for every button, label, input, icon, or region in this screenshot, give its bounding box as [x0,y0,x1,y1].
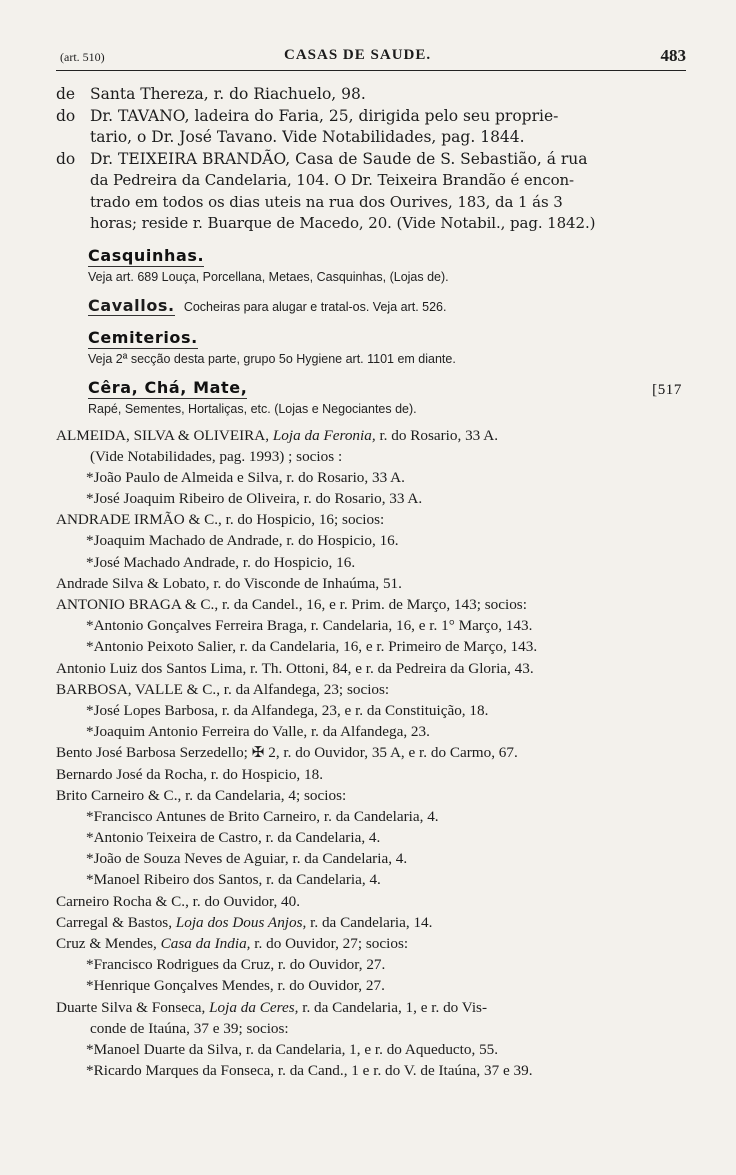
section-note-cavallos: Cocheiras para alugar e tratal-os. Veja art. 526. [183,299,447,314]
merchant-entry: Duarte Silva & Fonseca, Loja da Ceres, r. da Candelaria, 1, e r. do Vis- [56,998,488,1016]
intro-line: do Dr. TAVANO, ladeira do Faria, 25, dirigida pelo seu proprie- [56,106,559,125]
partner-line: *Antonio Teixeira de Castro, r. da Candelaria, 4. [86,829,381,847]
partner-line: *Francisco Antunes de Brito Carneiro, r. da Candelaria, 4. [86,807,439,825]
intro-line: da Pedreira da Candelaria, 104. O Dr. Teixeira Brandão é encon- [90,171,575,189]
intro-line: horas; reside r. Buarque de Macedo, 20. (Vide Notabil., pag. 1842.) [90,214,596,232]
intro-line: de Santa Thereza, r. do Riachuelo, 98. [56,85,366,103]
section-heading-cavallos: Cavallos. Cocheiras para alugar e tratal-os. Veja art. 526. [88,295,447,315]
merchant-entry: Bernardo José da Rocha, r. do Hospicio, 18. [56,765,323,783]
partner-line: *Manoel Ribeiro dos Santos, r. da Candelaria, 4. [86,871,381,889]
partner-line: *Ricardo Marques da Fonseca, r. da Cand., 1 e r. do V. de Itaúna, 37 e 39. [86,1062,533,1080]
shop-name: Loja da Feronia, [272,426,376,444]
page-number: 483 [660,46,686,65]
partner-line: *José Lopes Barbosa, r. da Alfandega, 23, e r. da Constituição, 18. [86,701,489,719]
section-heading-cemiterios: Cemiterios. [88,327,198,347]
shop-name: Loja dos Dous Anjos, [175,913,307,931]
partner-line: *Francisco Rodrigues da Cruz, r. do Ouvidor, 27. [86,956,386,974]
page-body [56,84,686,1081]
partner-line: *Joaquim Antonio Ferreira do Valle, r. da Alfandega, 23. [86,723,430,741]
merchant-entry: Bento José Barbosa Serzedello; ✠ 2, r. do Ouvidor, 35 A, e r. do Carmo, 67. [56,744,518,762]
page-header [56,44,686,71]
intro-line: trado em todos os dias uteis na rua dos Ourives, 183, da 1 ás 3 [90,192,563,211]
intro-line: tario, o Dr. José Tavano. Vide Notabilidades, pag. 1844. [90,128,525,146]
section-note-cemiterios: Veja 2ª secção desta parte, grupo 5o Hygiene art. 1101 em diante. [88,351,456,366]
section-heading-cera: Cêra, Chá, Mate, [517 [56,377,686,399]
partner-line: *Antonio Peixoto Salier, r. da Candelaria, 16, e r. Primeiro de Março, 143. [86,638,538,656]
partner-line: *Antonio Gonçalves Ferreira Braga, r. Candelaria, 16, e r. 1° Março, 143. [86,617,533,635]
entry-continuation: conde de Itaúna, 37 e 39; socios: [90,1019,289,1037]
shop-name: Casa da India, [160,935,251,952]
merchant-entry: ALMEIDA, SILVA & OLIVEIRA, Loja da Feronia, r. do Rosario, 33 A. [56,426,499,444]
intro-line: do Dr. TEIXEIRA BRANDÃO, Casa de Saude de S. Sebastião, á rua [56,149,588,168]
section-heading-casquinhas: Casquinhas. [88,245,205,265]
partner-line: *Henrique Gonçalves Mendes, r. do Ouvidor, 27. [86,977,385,995]
merchant-entry: ANDRADE IRMÃO & C., r. do Hospicio, 16; socios: [56,511,385,529]
shop-name: Loja da Ceres, [209,998,299,1016]
merchant-entry: Brito Carneiro & C., r. da Candelaria, 4; socios: [56,786,347,804]
header-title: CASAS DE SAUDE. [284,47,432,63]
intro-block [56,84,686,235]
merchant-list [56,425,686,1082]
partner-line: *José Machado Andrade, r. do Hospicio, 16. [86,553,356,571]
partner-line: *João Paulo de Almeida e Silva, r. do Rosario, 33 A. [86,468,405,486]
section-note-cera: Rapé, Sementes, Hortaliças, etc. (Lojas e Negociantes de). [88,401,417,416]
section-article-number: [517 [652,381,682,398]
section-note-casquinhas: Veja art. 689 Louça, Porcellana, Metaes, Casquinhas, (Lojas de). [88,269,449,284]
merchant-entry: Carneiro Rocha & C., r. do Ouvidor, 40. [56,892,301,910]
partner-line: *Joaquim Machado de Andrade, r. do Hospicio, 16. [86,532,399,550]
header-article-ref: (art. 510) [60,50,105,64]
partner-line: *João de Souza Neves de Aguiar, r. da Candelaria, 4. [86,850,408,868]
partner-line: *Manoel Duarte da Silva, r. da Candelaria, 1, e r. do Aqueducto, 55. [86,1040,499,1058]
entry-continuation: (Vide Notabilidades, pag. 1993) ; socios : [90,447,343,465]
merchant-entry: Cruz & Mendes, Casa da India, r. do Ouvidor, 27; socios: [56,935,409,952]
partner-line: *José Joaquim Ribeiro de Oliveira, r. do Rosario, 33 A. [86,490,423,508]
merchant-entry: Carregal & Bastos, Loja dos Dous Anjos, r. da Candelaria, 14. [56,913,433,931]
merchant-entry: Antonio Luiz dos Santos Lima, r. Th. Ottoni, 84, e r. da Pedreira da Gloria, 43. [56,659,534,677]
merchant-entry: BARBOSA, VALLE & C., r. da Alfandega, 23; socios: [56,680,390,698]
merchant-entry: ANTONIO BRAGA & C., r. da Candel., 16, e r. Prim. de Março, 143; socios: [56,596,527,613]
merchant-entry: Andrade Silva & Lobato, r. do Visconde de Inhaúma, 51. [56,574,402,592]
